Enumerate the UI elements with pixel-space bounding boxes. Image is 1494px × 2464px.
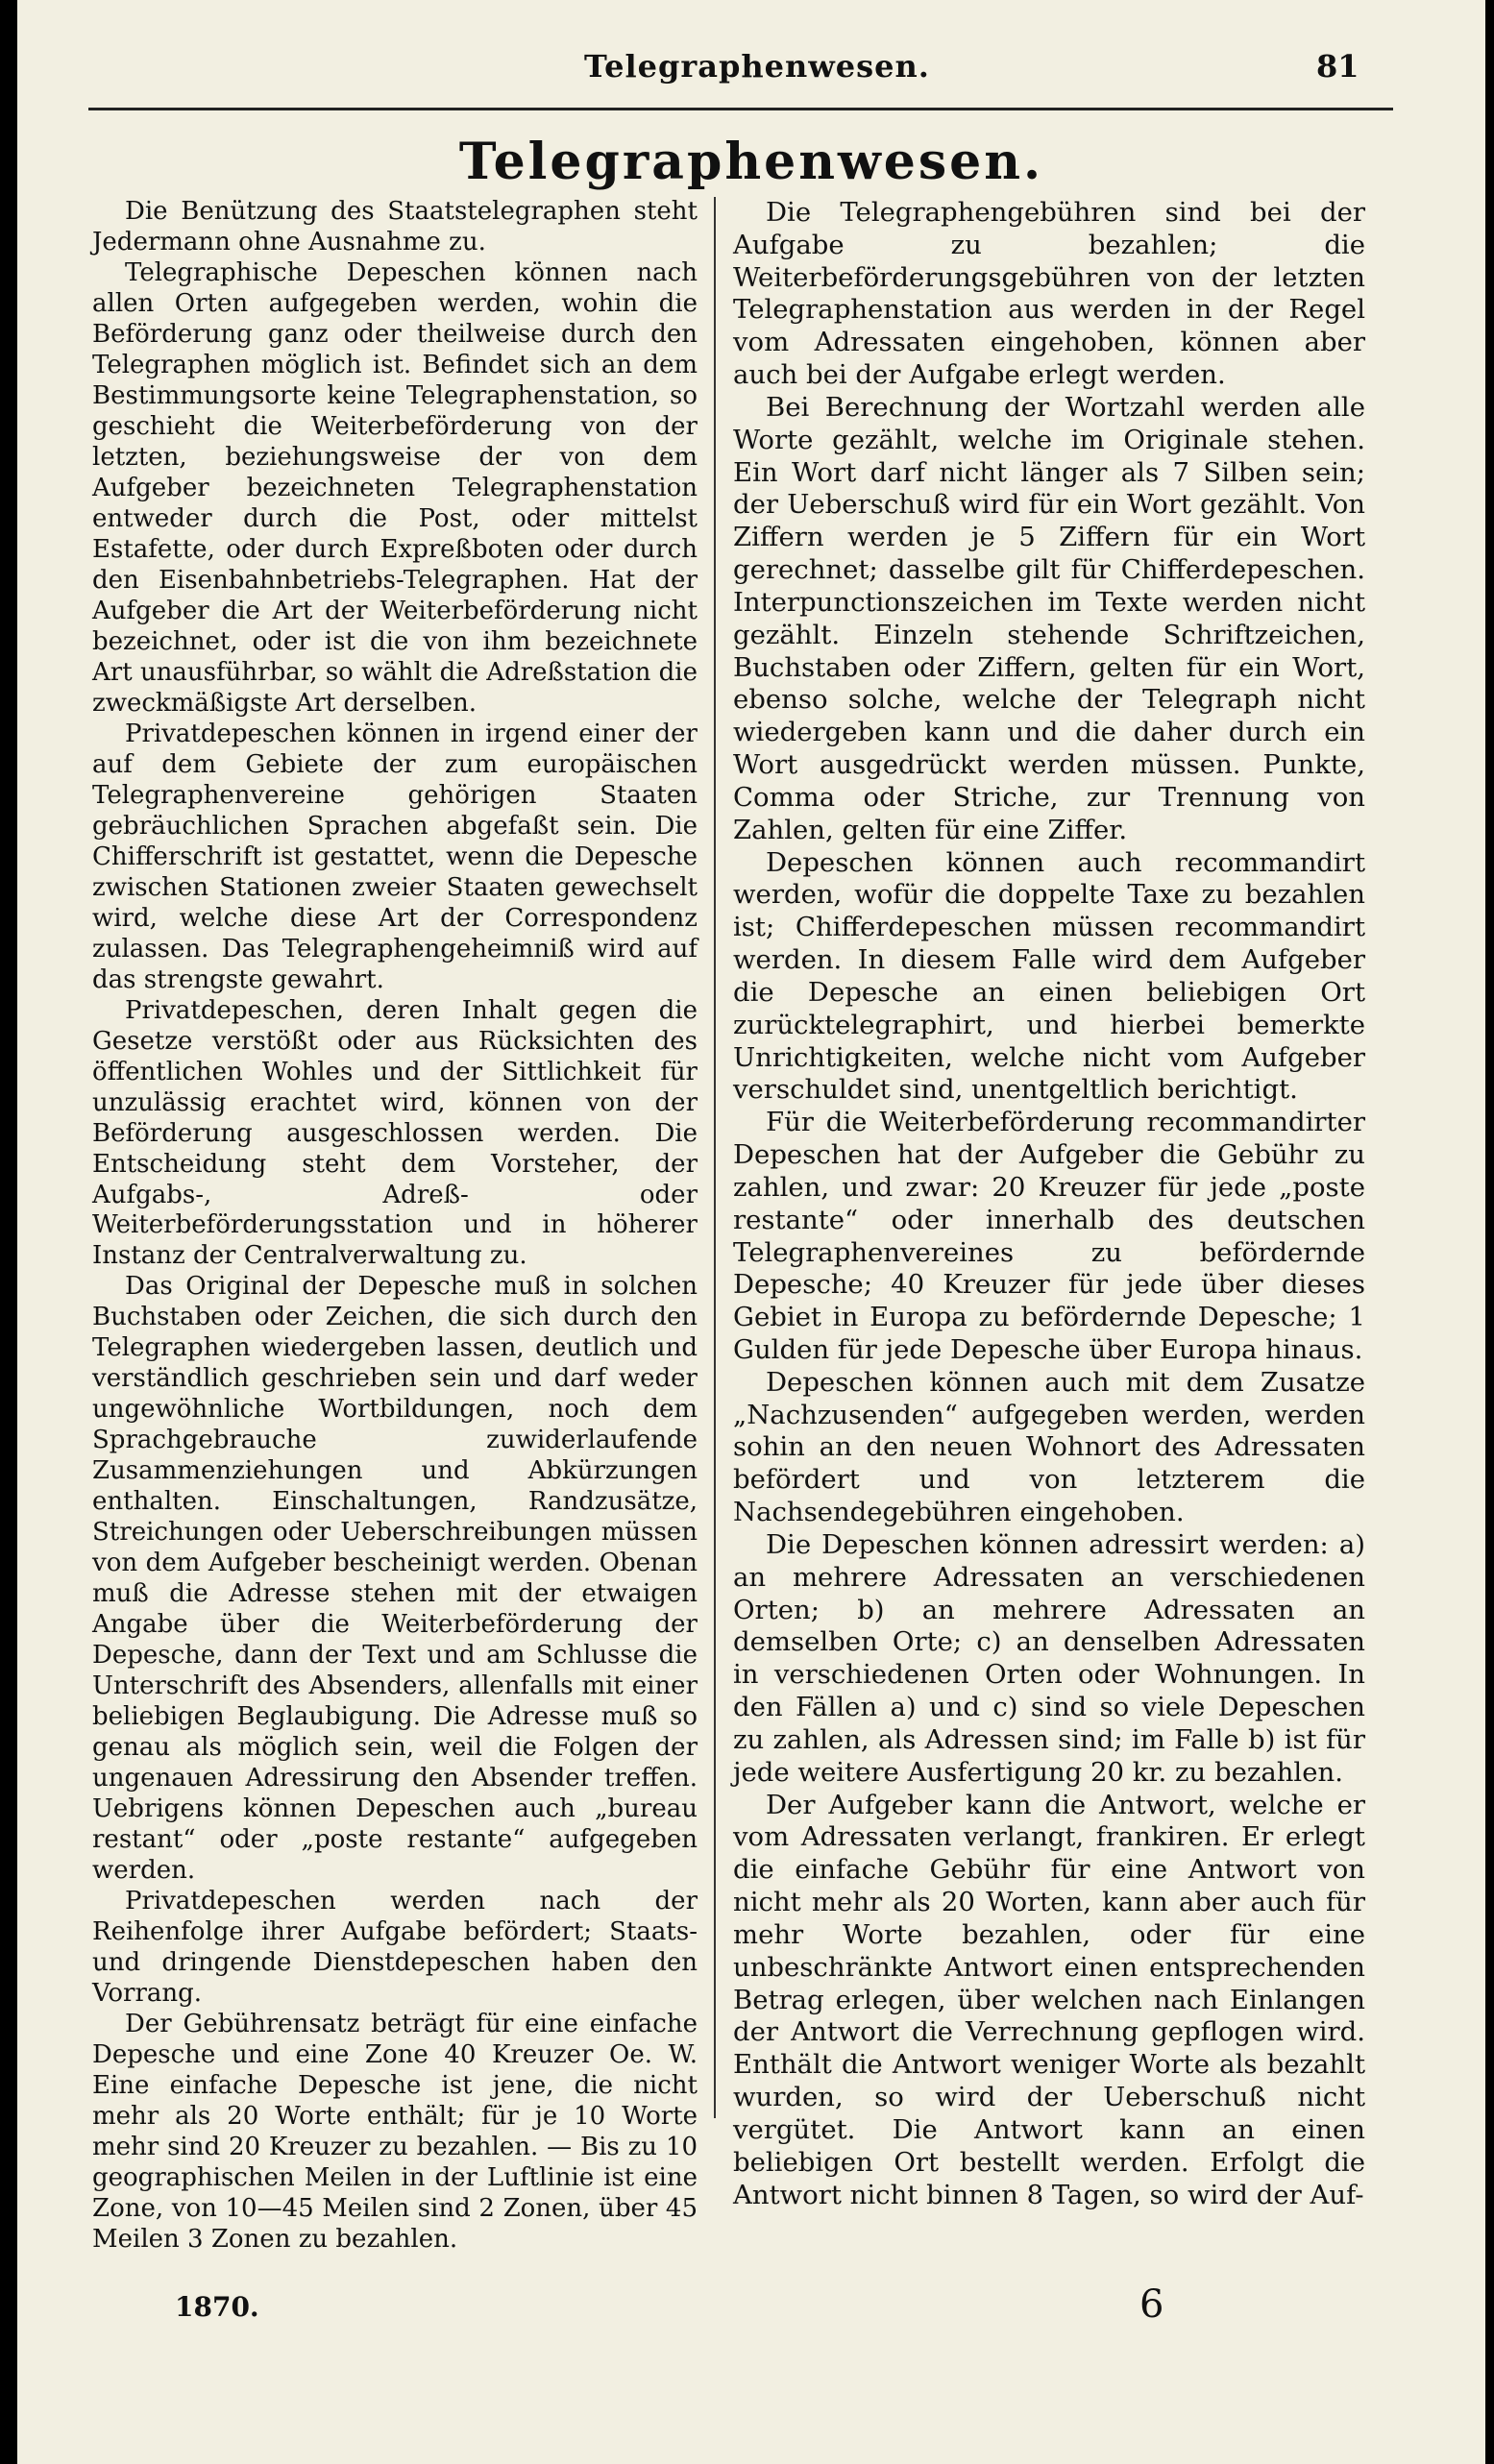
- paragraph: Die Telegraphengebühren sind bei der Aufgabe zu bezahlen; die Weiterbeförderungsgebühren von der letzten Telegraphenstation aus werden in der Regel vom Adressaten eingehoben, können aber auch bei der Aufgabe erlegt werden.: [733, 197, 1365, 391]
- paragraph: Privatdepeschen werden nach der Reihenfolge ihrer Aufgabe befördert; Staats- und dringende Dienstdepeschen haben den Vorrang.: [92, 1887, 698, 2009]
- paragraph: Für die Weiterbeförderung recommandirter Depeschen hat der Aufgeber die Gebühr zu zahlen, und zwar: 20 Kreuzer für jede „poste restante“ oder innerhalb des deutschen Telegraphenvereines zu befördernde Depesche; 40 Kreuzer für jede über dieses Gebiet in Europa zu befördernde Depesche; 1 Gulden für jede Depesche über Europa hinaus.: [733, 1107, 1365, 1365]
- left-column: [92, 197, 698, 2256]
- paragraph: Der Gebührensatz beträgt für eine einfache Depesche und eine Zone 40 Kreuzer Oe. W. Eine einfache Depesche ist jene, die nicht mehr als 20 Worte enthält; für je 10 Worte mehr sind 20 Kreuzer zu bezahlen. — Bis zu 10 geographischen Meilen in der Luftlinie ist eine Zone, von 10—45 Meilen sind 2 Zonen, über 45 Meilen 3 Zonen zu bezahlen.: [92, 2010, 698, 2254]
- article-title: Telegraphenwesen.: [458, 133, 1044, 191]
- paragraph: Die Depeschen können adressirt werden: a) an mehrere Adressaten an verschiedenen Orten; b) an mehrere Adressaten an demselben Orte; c) an denselben Adressaten in verschiedenen Orten oder Wohnungen. In den Fällen a) und c) sind so viele Depeschen zu zahlen, als Adressen sind; im Falle b) ist für jede weitere Ausfertigung 20 kr. zu bezahlen.: [733, 1528, 1365, 1788]
- paragraph: Privatdepeschen können in irgend einer der auf dem Gebiete der zum europäischen Telegraphenvereine gehörigen Staaten gebräuchlichen Sprachen abgefaßt sein. Die Chifferschrift ist gestattet, wenn die Depesche zwischen Stationen zweier Staaten gewechselt wird, welche diese Art der Correspondenz zulassen. Das Telegraphengeheimniß wird auf das strengste gewahrt.: [92, 719, 698, 994]
- page-number: 81: [1316, 48, 1359, 85]
- paragraph: Telegraphische Depeschen können nach allen Orten aufgegeben werden, wohin die Beförderung ganz oder theilweise durch den Telegraphen möglich ist. Befindet sich an dem Bestimmungsorte keine Telegraphenstation, so geschieht die Weiterbeförderung von der letzten, beziehungsweise der von dem Aufgeber bezeichneten Telegraphenstation entweder durch die Post, oder mittelst Estafette, oder durch Expreßboten oder durch den Eisenbahnbetriebs-Telegraphen. Hat der Aufgeber die Art der Weiterbeförderung nicht bezeichnet, oder ist die von ihm bezeichnete Art unausführbar, so wählt die Adreßstation die zweckmäßigste Art derselben.: [92, 257, 698, 718]
- paragraph: Der Aufgeber kann die Antwort, welche er vom Adressaten verlangt, frankiren. Er erlegt die einfache Gebühr für eine Antwort von nicht mehr als 20 Worten, kann aber auch für mehr Worte bezahlen, oder für eine unbeschränkte Antwort einen entsprechenden Betrag erlegen, über welchen nach Einlangen der Antwort die Verrechnung gepflogen wird. Enthält die Antwort weniger Worte als bezahlt wurden, so wird der Ueberschuß nicht vergütet. Die Antwort kann an einen beliebigen Ort bestellt werden. Erfolgt die Antwort nicht binnen 8 Tagen, so wird der Auf-: [733, 1789, 1365, 2210]
- right-column: [733, 197, 1365, 2211]
- paragraph: Bei Berechnung der Wortzahl werden alle Worte gezählt, welche im Originale stehen. Ein Wort darf nicht länger als 7 Silben sein; der Ueberschuß wird für ein Wort gezählt. Von Ziffern werden je 5 Ziffern für ein Wort gerechnet; dasselbe gilt für Chifferdepeschen. Interpunctionszeichen im Texte werden nicht gezählt. Einzeln stehende Schriftzeichen, Buchstaben oder Ziffern, gelten für ein Wort, ebenso solche, welche der Telegraph nicht wiedergeben kann und die daher durch ein Wort ausgedrückt werden müssen. Punkte, Comma oder Striche, zur Trennung von Zahlen, gelten für eine Ziffer.: [733, 391, 1365, 845]
- footer-year: 1870.: [175, 2291, 259, 2323]
- document-page: [17, 0, 1485, 2464]
- paragraph: Das Original der Depesche muß in solchen Buchstaben oder Zeichen, die sich durch den Telegraphen wiedergeben lassen, deutlich und verständlich geschrieben sein und darf weder ungewöhnliche Wortbildungen, noch dem Sprachgebrauche zuwiderlaufende Zusammenziehungen und Abkürzungen enthalten. Einschaltungen, Randzusätze, Streichungen oder Ueberschreibungen müssen von dem Aufgeber bescheinigt werden. Obenan muß die Adresse stehen mit der etwaigen Angabe über die Weiterbeförderung der Depesche, dann der Text und am Schlusse die Unterschrift des Absenders, allenfalls mit einer beliebigen Beglaubigung. Die Adresse muß so genau als möglich sein, weil die Folgen der ungenauen Adressirung den Absender treffen. Uebrigens können Depeschen auch „bureau restant“ oder „poste restante“ aufgegeben werden.: [92, 1272, 698, 1886]
- paragraph: Privatdepeschen, deren Inhalt gegen die Gesetze verstößt oder aus Rücksichten des öffentlichen Wohles und der Sittlichkeit für unzulässig erachtet wird, können von der Beförderung ausgeschlossen werden. Die Entscheidung steht dem Vorsteher, der Aufgabs-, Adreß- oder Weiterbeförderungsstation und in höherer Instanz der Centralverwaltung zu.: [92, 995, 698, 1271]
- paragraph: Depeschen können auch mit dem Zusatze „Nachzusenden“ aufgegeben werden, werden sohin an den neuen Wohnort des Adressaten befördert und von letzterem die Nachsendegebühren eingehoben.: [733, 1366, 1365, 1528]
- paragraph: Die Benützung des Staatstelegraphen steht Jedermann ohne Ausnahme zu.: [92, 197, 698, 256]
- column-divider: [714, 197, 716, 2118]
- running-title: Telegraphenwesen.: [584, 48, 930, 85]
- signature-mark: 6: [1139, 2282, 1164, 2327]
- header-rule: [88, 108, 1393, 110]
- paragraph: Depeschen können auch recommandirt werden, wofür die doppelte Taxe zu bezahlen ist; Chifferdepeschen müssen recommandirt werden. In diesem Falle wird dem Aufgeber die Depesche an einen beliebigen Ort zurücktelegraphirt, und hierbei bemerkte Unrichtigkeiten, welche nicht vom Aufgeber verschuldet sind, unentgeltlich berichtigt.: [733, 846, 1365, 1106]
